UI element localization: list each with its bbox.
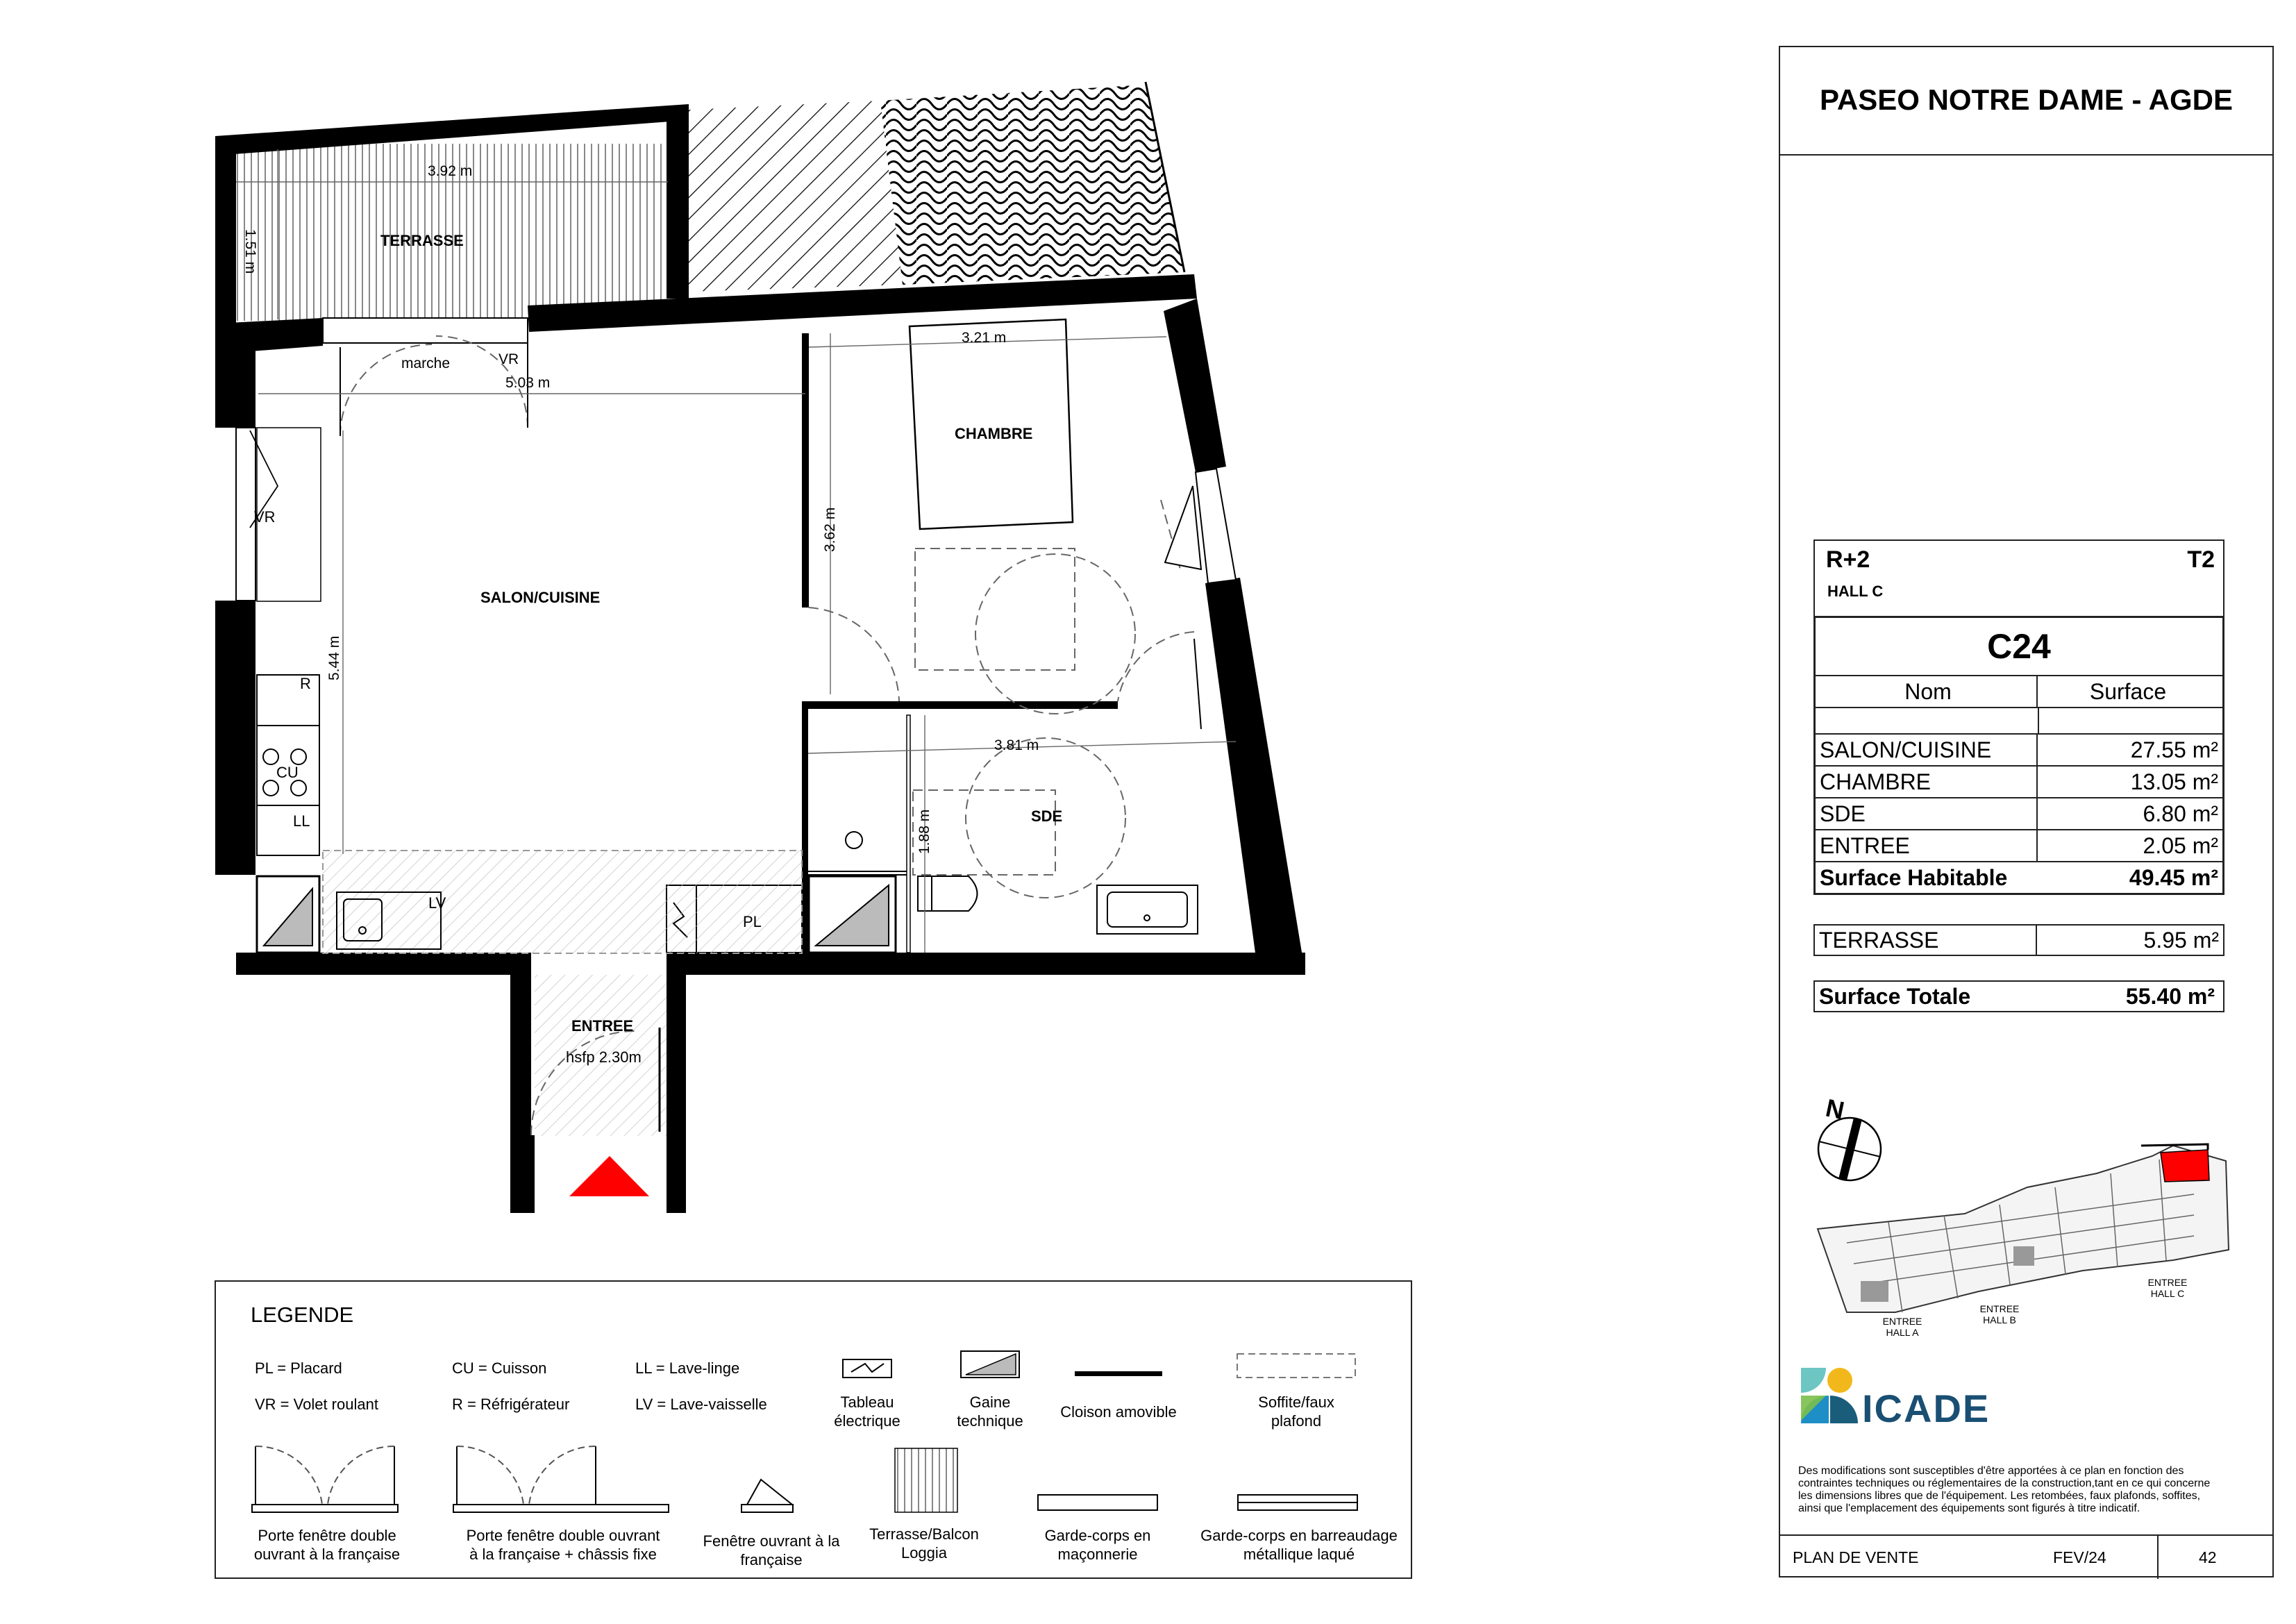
site-entrance-c: HALL C <box>2150 1288 2185 1299</box>
site-entrance-b: ENTREE <box>1979 1303 2020 1314</box>
legend-abbr: R = Réfrigérateur <box>452 1396 570 1413</box>
total-label: Surface Totale <box>1819 983 1971 1009</box>
label-lv: LV <box>428 894 446 912</box>
legend-symbol-label: Gaine technique <box>957 1393 1023 1430</box>
legend-symbol-label: Soffite/faux plafond <box>1258 1393 1334 1430</box>
project-title: PASEO NOTRE DAME - AGDE <box>1779 46 2274 156</box>
room-label-terrasse: TERRASSE <box>380 232 464 249</box>
site-entrance-b: HALL B <box>1983 1314 2016 1325</box>
site-entrance-c: ENTREE <box>2147 1277 2188 1288</box>
legend-title: LEGENDE <box>251 1303 354 1327</box>
lot-info <box>1813 539 2224 616</box>
header-nom: Nom <box>1816 676 2038 707</box>
dim-salon-height: 5.44 m <box>326 635 342 680</box>
table-row <box>1816 798 2222 830</box>
apartment-type: T2 <box>2187 546 2215 573</box>
label-pl: PL <box>743 913 762 930</box>
label-cu: CU <box>276 764 299 781</box>
hall: HALL C <box>1827 583 1884 600</box>
total-row <box>1813 980 2224 1012</box>
disclaimer: Des modifications sont susceptibles d'être apportées à ce plan en fonction des contraintes techniques ou réglementaires de la construction,tant en ce qui concerne les dimensions libres que de l'équipement. Les retombées, faux plafonds, soffites, ainsi que l'emplacement des équipements sont figurés à titre indicatif. <box>1798 1465 2211 1514</box>
label-marche: marche <box>401 355 451 371</box>
footer-page: 42 <box>2199 1548 2217 1566</box>
soffit-area <box>323 851 802 953</box>
room-surface: 27.55 m² <box>2130 737 2218 762</box>
dim-terrasse-width: 3.92 m <box>428 163 473 179</box>
legend-symbol-label: Fenêtre ouvrant à la française <box>703 1532 840 1568</box>
room-surface: 2.05 m² <box>2143 832 2218 858</box>
terrace-row <box>1813 924 2224 956</box>
footer-label: PLAN DE VENTE <box>1793 1548 1919 1566</box>
terrace-value: 5.95 m² <box>2143 927 2219 953</box>
compass-letter: N <box>1823 1093 1847 1125</box>
legend-abbr: CU = Cuisson <box>452 1359 547 1377</box>
dim-terrasse-height: 1.51 m <box>242 229 258 274</box>
room-name: SDE <box>1816 798 2038 829</box>
compass-icon <box>1818 1118 1881 1180</box>
legend-symbol-label: Porte fenêtre double ouvrant à la française + châssis fixe <box>466 1527 660 1563</box>
label-ll: LL <box>293 812 310 830</box>
label-vr-left: VR <box>254 508 276 526</box>
header-surface: Surface <box>2089 678 2167 704</box>
level: R+2 <box>1826 546 1870 573</box>
dim-chambre-height: 3.62 m <box>822 507 838 552</box>
site-plan <box>1805 1083 2249 1354</box>
terrace-label: TERRASSE <box>1815 926 2037 955</box>
table-row <box>1816 767 2222 798</box>
apartment-location-highlight <box>2161 1150 2209 1182</box>
room-name: ENTREE <box>1816 830 2038 861</box>
table-header <box>1816 676 2222 708</box>
footer <box>1779 1534 2274 1577</box>
habitable-label: Surface Habitable <box>1820 864 2008 890</box>
dim-salon-width: 5.03 m <box>505 375 551 391</box>
dim-sde-width: 3.81 m <box>994 737 1039 753</box>
habitable-row <box>1816 862 2222 893</box>
footer-date: FEV/24 <box>2053 1548 2106 1566</box>
legend-abbr: PL = Placard <box>255 1359 342 1377</box>
site-entrance-a: HALL A <box>1886 1327 1919 1338</box>
room-surface: 6.80 m² <box>2143 801 2218 826</box>
legend-abbr: VR = Volet roulant <box>255 1396 378 1413</box>
legend-abbr: LV = Lave-vaisselle <box>635 1396 767 1413</box>
room-label-salon: SALON/CUISINE <box>480 589 601 606</box>
label-vr-top: VR <box>498 351 519 367</box>
room-name: SALON/CUISINE <box>1816 735 2038 765</box>
table-row <box>1816 735 2222 767</box>
table-row <box>1816 830 2222 862</box>
room-surface: 13.05 m² <box>2130 769 2218 794</box>
roof-tiles <box>875 76 1194 292</box>
site-entrance-a: ENTREE <box>1882 1316 1922 1327</box>
legend-box <box>215 1280 1412 1579</box>
floor-plan <box>0 0 1389 1250</box>
legend-abbr: LL = Lave-linge <box>635 1359 740 1377</box>
dim-chambre-width: 3.21 m <box>962 330 1007 346</box>
logo-wordmark: ICADE <box>1862 1387 1991 1430</box>
hatched-void <box>689 101 903 292</box>
legend-symbol-label: Garde-corps en barreaudage métallique laqué <box>1200 1527 1398 1563</box>
legend-symbol-label: Porte fenêtre double ouvrant à la française <box>253 1527 401 1563</box>
surface-table <box>1813 616 2224 895</box>
entry-arrow <box>569 1156 649 1196</box>
legend-symbol-label: Garde-corps en maçonnerie <box>1044 1527 1151 1563</box>
entree-height: hsfp 2.30m <box>566 1048 642 1066</box>
lot-number: C24 <box>1816 618 2222 676</box>
label-r: R <box>300 675 311 692</box>
total-value: 55.40 m² <box>2125 983 2215 1009</box>
legend-symbol-label: Tableau électrique <box>834 1393 900 1430</box>
room-label-entree: ENTREE <box>571 1017 634 1035</box>
legend-symbol-label: Cloison amovible <box>1060 1403 1177 1421</box>
room-label-sde: SDE <box>1031 807 1063 825</box>
icade-logo <box>1798 1361 1993 1430</box>
dim-sde-height: 1.88 m <box>916 809 932 854</box>
room-label-chambre: CHAMBRE <box>955 425 1033 442</box>
habitable-value: 49.45 m² <box>2129 864 2218 890</box>
legend-symbol-label: Terrasse/Balcon Loggia <box>869 1525 979 1562</box>
room-name: CHAMBRE <box>1816 767 2038 797</box>
